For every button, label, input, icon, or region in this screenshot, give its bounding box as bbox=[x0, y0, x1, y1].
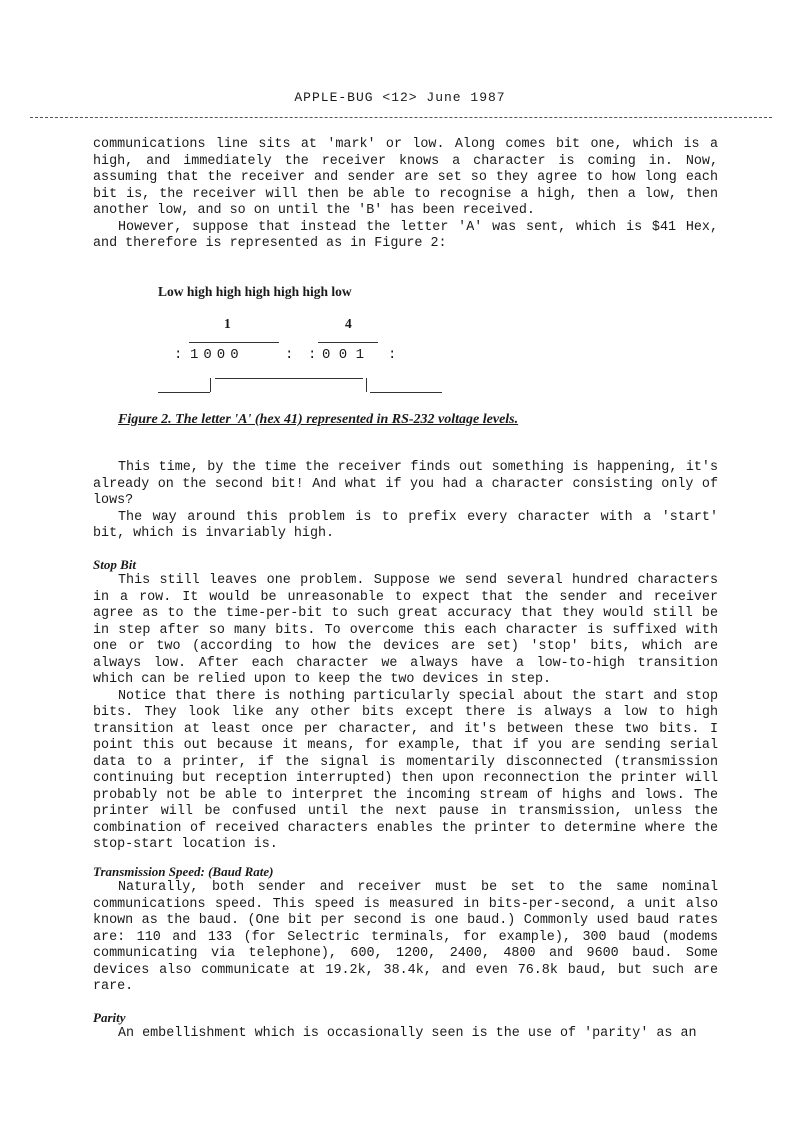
intro-paragraph-2: However, suppose that instead the letter 'A' was sent, which is $41 Hex, and therefore is represented as in Figure 2: bbox=[93, 219, 718, 251]
figure-digit-left: 1 bbox=[224, 316, 231, 331]
waveform-low-end bbox=[370, 392, 442, 393]
stop-bit-block bbox=[93, 573, 718, 854]
stop-paragraph-1: This still leaves one problem. Suppose we send several hundred characters in a row. It would be unreasonable to expect that the sender and receiver agree as to the time-per-bit to such great accuracy that they would still be in step after so many bits. To overcome this each character is suffixed with one or two (according to how the devices are set) 'stop' bits, which are always low. After each character we always have a low-to-high transition which can be relied upon to keep the two devices in step. bbox=[93, 573, 718, 687]
figure-colon: : bbox=[285, 347, 294, 363]
figure-bits-left: 1000 bbox=[190, 347, 244, 363]
section-heading-baud-rate: Transmission Speed: (Baud Rate) bbox=[93, 864, 274, 879]
section-heading-parity: Parity bbox=[93, 1010, 126, 1025]
page-header: APPLE-BUG <12> June 1987 bbox=[294, 90, 506, 105]
figure-levels-label: Low high high high high high low bbox=[158, 284, 352, 299]
start-bit-block bbox=[93, 460, 718, 543]
baud-rate-block bbox=[93, 880, 718, 996]
waveform-fall bbox=[366, 378, 367, 392]
figure-digit-right: 4 bbox=[345, 316, 352, 331]
figure-colon: : bbox=[174, 347, 183, 363]
baud-paragraph-1: Naturally, both sender and receiver must be set to the same nominal communications speed. This speed is measured in bits-per-second, a unit also known as the baud. (One bit per second is one baud.) Commonly used baud rates are: 110 and 133 (for Selectric terminals, for example), 300 baud (modems communicating via telephone), 600, 1200, 2400, 4800 and 9600 baud. Some devices also communicate at 19.2k, 38.4k, and even 76.8k baud, but such are rare. bbox=[93, 880, 718, 994]
start-paragraph-2: The way around this problem is to prefix every character with a 'start' bit, which is invariably high. bbox=[93, 509, 718, 541]
intro-block bbox=[93, 137, 718, 253]
parity-block bbox=[93, 1026, 718, 1043]
stop-paragraph-2: Notice that there is nothing particularly special about the start and stop bits. They look like any other bits except there is always a low to high transition at least once per character, and it's between these two bits. I point this out because it means, for example, that if you are sending serial data to a printer, if the signal is momentarily disconnected (transmission continuing but reception interrupted) then upon reconnection the printer will probably not be able to interpret the incoming stream of highs and lows. The printer will be confused until the next pause in transmission, unless the combination of received characters enables the printer to determine where the stop-start location is. bbox=[93, 688, 718, 852]
parity-paragraph-1: An embellishment which is occasionally seen is the use of 'parity' as an bbox=[118, 1026, 697, 1041]
figure-bits-right: 0 0 1 bbox=[322, 347, 365, 363]
figure-colon: : bbox=[388, 347, 397, 363]
figure-caption: Figure 2. The letter 'A' (hex 41) represented in RS-232 voltage levels. bbox=[118, 412, 519, 427]
waveform-rise bbox=[210, 378, 211, 392]
waveform-low-start bbox=[158, 392, 210, 393]
figure-colon: : bbox=[308, 347, 317, 363]
start-paragraph-1: This time, by the time the receiver finds out something is happening, it's already on the second bit! And what if you had a character consisting only of lows? bbox=[93, 460, 718, 508]
waveform-high bbox=[215, 378, 363, 379]
intro-paragraph-1: communications line sits at 'mark' or low. Along comes bit one, which is a high, and immediately the receiver knows a character is coming in. Now, assuming that the receiver and sender are set so they agree to how long each bit is, the receiver will then be able to recognise a high, then a low, then another low, and so on until the 'B' has been received. bbox=[93, 137, 718, 218]
header-divider bbox=[30, 117, 772, 118]
section-heading-stop-bit: Stop Bit bbox=[93, 557, 136, 572]
figure-overline-left bbox=[189, 342, 279, 343]
figure-overline-right bbox=[318, 342, 378, 343]
